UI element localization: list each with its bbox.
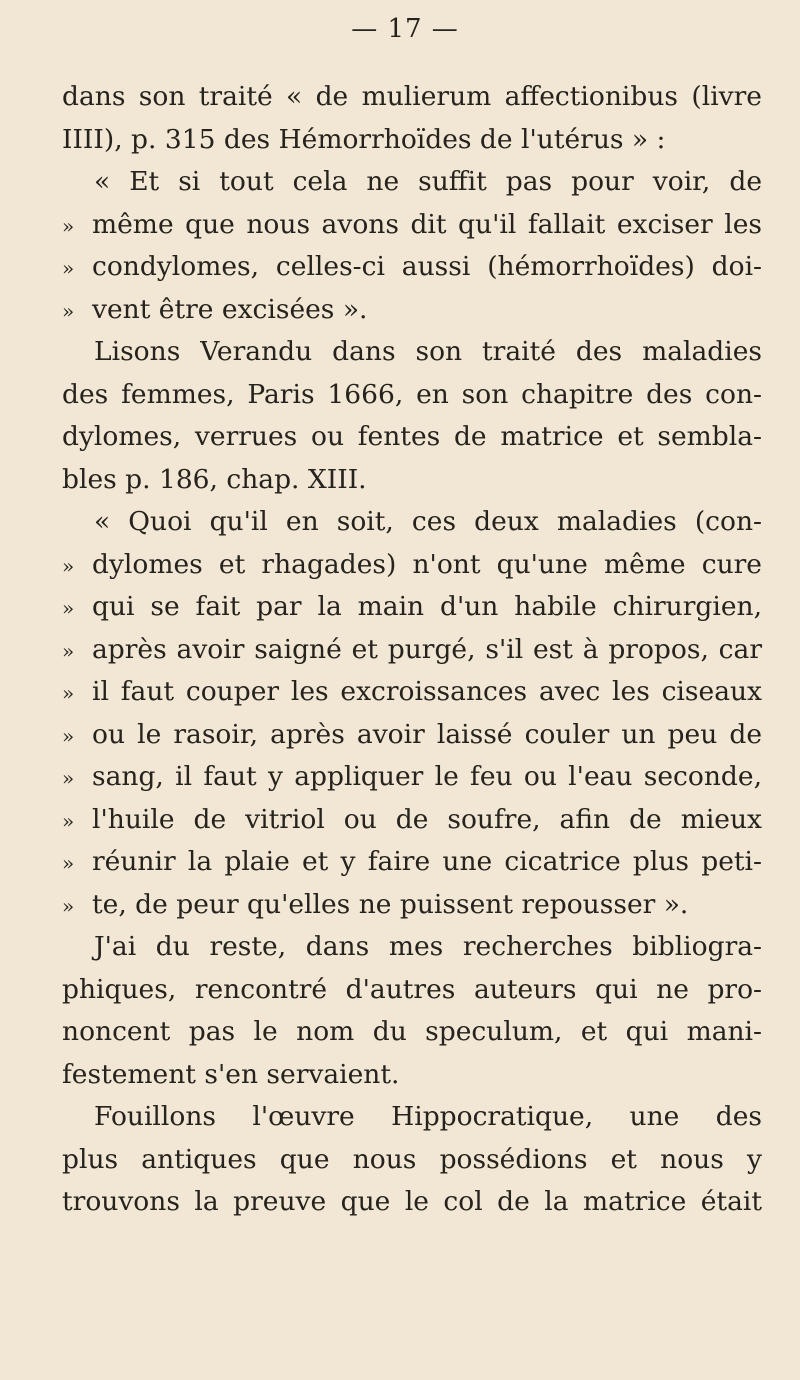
- line-text: bles p. 186, chap. XIII.: [62, 463, 367, 495]
- text-line: [62, 501, 762, 544]
- continuation-quote-mark: »: [62, 638, 75, 663]
- text-line: [62, 671, 762, 714]
- line-text: te, de peur qu'elles ne puissent repousser ».: [92, 888, 689, 920]
- text-line: [62, 331, 762, 374]
- text-line: [62, 1096, 762, 1139]
- line-text: IIII), p. 315 des Hémorrhoïdes de l'utérus » :: [62, 123, 666, 155]
- line-text: des femmes, Paris 1666, en son chapitre des con-: [62, 378, 762, 410]
- body-text: [62, 76, 762, 1224]
- text-line: [62, 161, 762, 204]
- text-line: [62, 374, 762, 417]
- continuation-quote-mark: »: [62, 213, 75, 238]
- line-text: même que nous avons dit qu'il fallait exciser les: [92, 208, 762, 240]
- line-text: « Et si tout cela ne suffit pas pour voir, de: [94, 166, 762, 197]
- text-line: [62, 459, 762, 502]
- line-text: après avoir saigné et purgé, s'il est à propos, car: [92, 633, 762, 665]
- continuation-quote-mark: »: [62, 808, 75, 833]
- line-text: il faut couper les excroissances avec les ciseaux: [92, 676, 762, 707]
- line-text: condylomes, celles-ci aussi (hémorrhoïdes) doi-: [92, 251, 762, 282]
- line-text: plus antiques que nous possédions et nous y: [62, 1143, 762, 1175]
- continuation-quote-mark: »: [62, 851, 75, 875]
- line-text: dylomes et rhagades) n'ont qu'une même cure: [92, 548, 762, 580]
- line-text: festement s'en servaient.: [62, 1058, 400, 1090]
- line-text: noncent pas le nom du speculum, et qui mani-: [62, 1016, 762, 1047]
- continuation-quote-mark: »: [62, 723, 75, 748]
- text-line: [62, 969, 762, 1012]
- line-text: trouvons la preuve que le col de la matrice était: [62, 1186, 762, 1217]
- text-line: [62, 1181, 762, 1224]
- text-line: [62, 629, 762, 672]
- text-line: [62, 799, 762, 842]
- text-line: [62, 204, 762, 247]
- text-line: [62, 756, 762, 799]
- text-line: [62, 926, 762, 969]
- line-text: vent être excisées ».: [92, 293, 368, 325]
- line-text: l'huile de vitriol ou de soufre, afin de mieux: [92, 803, 762, 835]
- text-line: [62, 246, 762, 289]
- text-line: [62, 76, 762, 119]
- continuation-quote-mark: »: [62, 256, 75, 280]
- continuation-quote-mark: »: [62, 766, 75, 790]
- line-text: sang, il faut y appliquer le feu ou l'eau seconde,: [92, 761, 762, 792]
- text-line: [62, 1054, 762, 1097]
- text-line: [62, 289, 762, 332]
- text-line: [62, 1011, 762, 1054]
- page-number: — 17 —: [351, 14, 459, 44]
- line-text: réunir la plaie et y faire une cicatrice plus peti-: [92, 846, 762, 877]
- text-line: [62, 586, 762, 629]
- text-line: [62, 841, 762, 884]
- continuation-quote-mark: »: [62, 681, 75, 705]
- text-line: [62, 119, 762, 162]
- text-line: [62, 544, 762, 587]
- line-text: phiques, rencontré d'autres auteurs qui ne pro-: [62, 973, 762, 1005]
- continuation-quote-mark: »: [62, 893, 75, 918]
- line-text: dans son traité « de mulierum affectionibus (livre: [62, 81, 762, 112]
- continuation-quote-mark: »: [62, 298, 75, 323]
- line-text: « Quoi qu'il en soit, ces deux maladies (con-: [94, 506, 762, 537]
- text-line: [62, 1139, 762, 1182]
- continuation-quote-mark: »: [62, 553, 75, 578]
- line-text: dylomes, verrues ou fentes de matrice et sembla-: [62, 421, 762, 452]
- text-line: [62, 714, 762, 757]
- text-line: [62, 884, 762, 927]
- line-text: qui se fait par la main d'un habile chirurgien,: [92, 591, 762, 622]
- line-text: Fouillons l'œuvre Hippocratique, une des: [94, 1101, 762, 1132]
- text-line: [62, 416, 762, 459]
- line-text: J'ai du reste, dans mes recherches bibliogra-: [94, 931, 762, 962]
- continuation-quote-mark: »: [62, 596, 75, 620]
- line-text: ou le rasoir, après avoir laissé couler un peu de: [92, 718, 762, 750]
- line-text: Lisons Verandu dans son traité des maladies: [94, 336, 762, 367]
